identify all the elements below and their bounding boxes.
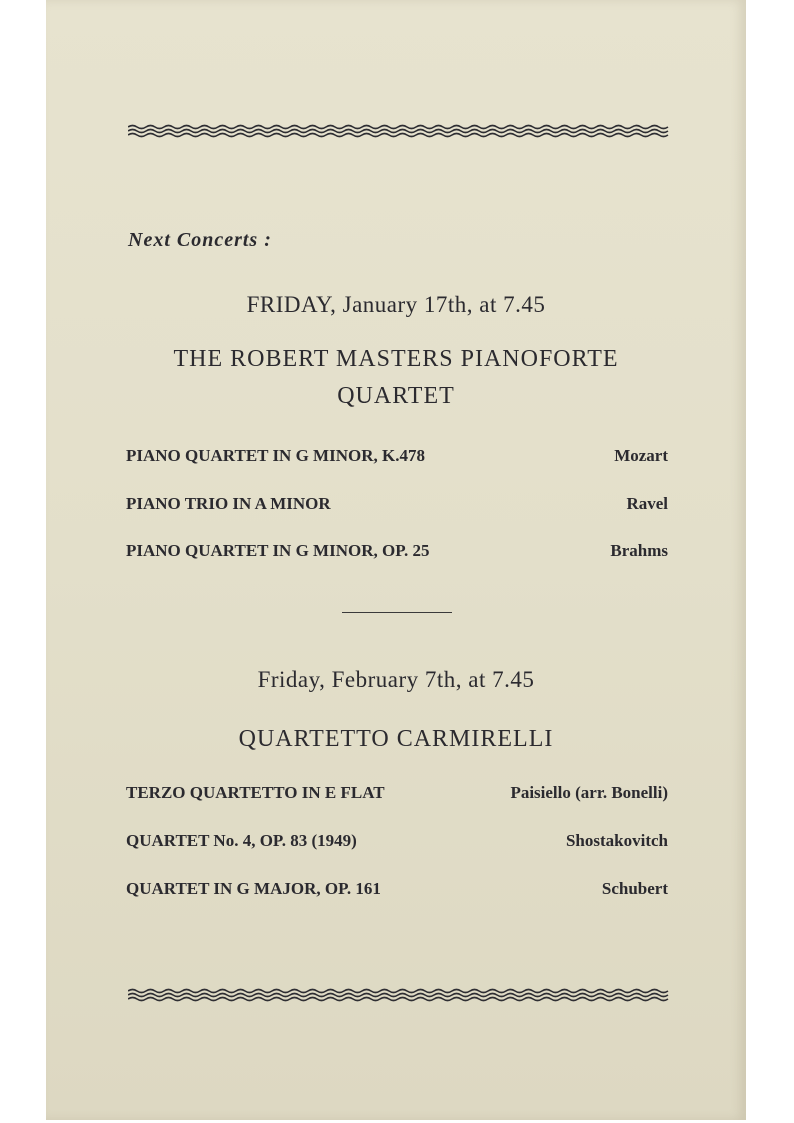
programme-page — [46, 0, 746, 1120]
concert1-title-line2: QUARTET — [337, 383, 455, 409]
composer: Paisiello (arr. Bonelli) — [510, 783, 668, 802]
concert2-title: QUARTETTO CARMIRELLI — [238, 726, 554, 752]
work-title: QUARTET IN G MAJOR, OP. 161 — [126, 879, 381, 898]
work-title: QUARTET No. 4, OP. 83 (1949) — [126, 831, 357, 850]
composer: Brahms — [610, 541, 668, 560]
work-title: PIANO TRIO IN A MINOR — [126, 494, 331, 513]
composer: Ravel — [626, 494, 668, 513]
top-wavy-rule — [128, 124, 670, 138]
work-title: PIANO QUARTET IN G MINOR, OP. 25 — [126, 541, 430, 560]
work-title: PIANO QUARTET IN G MINOR, K.478 — [126, 446, 425, 465]
next-concerts-heading: Next Concerts : — [128, 229, 272, 251]
concert1-title-line1: THE ROBERT MASTERS PIANOFORTE — [173, 346, 619, 372]
composer: Mozart — [614, 446, 668, 465]
concert2-date: Friday, February 7th, at 7.45 — [257, 667, 535, 692]
section-divider — [342, 612, 452, 613]
work-title: TERZO QUARTETTO IN E FLAT — [126, 783, 385, 802]
bottom-wavy-rule — [128, 988, 670, 1002]
composer: Schubert — [601, 879, 668, 898]
concert1-date: FRIDAY, January 17th, at 7.45 — [246, 292, 546, 317]
composer: Shostakovitch — [565, 831, 668, 850]
